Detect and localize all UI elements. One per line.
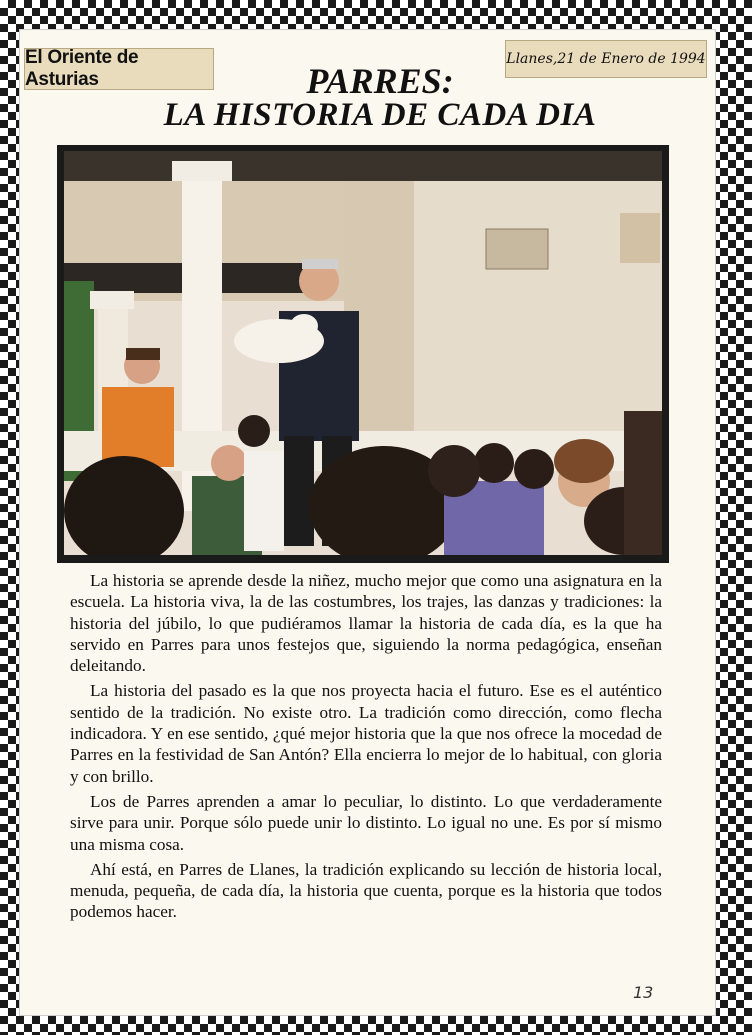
article-paragraph-4: Ahí está, en Parres de Llanes, la tradición explicando su lección de historia local, menuda, pequeña, de cada día, la historia que cuenta, porque es la historia que todos podemos hacer. [70, 859, 662, 922]
article-photo [64, 151, 662, 555]
page-number: 13 [633, 983, 654, 1002]
article-paragraph-3: Los de Parres aprenden a amar lo peculiar, lo distinto. Lo que verdaderamente sirve para unir. Porque sólo puede unir lo distinto. Lo igual no une. Es por sí mismo una misma cosa. [70, 791, 662, 854]
dateline-text: Llanes,21 de Enero de 1994 [506, 51, 706, 67]
article-paragraph-1: La historia se aprende desde la niñez, mucho mejor que como una asignatura en la escuela. La historia viva, la de las costumbres, los trajes, las danzas y tradiciones: la historia del júbilo, lo que pudiéramos llamar la historia de cada día, es la que ha servido en Parres para unos festejos que, siguiendo la norma pedagógica, enseñan deleitando. [70, 571, 662, 676]
photo-illustration-icon [64, 151, 662, 555]
headline [60, 61, 700, 133]
article-body [70, 570, 662, 927]
masthead-name: El Oriente de Asturias [25, 47, 139, 90]
headline-line-2: LA HISTORIA DE CADA DIA [163, 97, 597, 133]
photo-frame [57, 145, 669, 563]
headline-line-1: PARRES: [306, 61, 454, 101]
article-paragraph-2: La historia del pasado es la que nos proyecta hacia el futuro. Ese es el auténtico sentido de la tradición. No existe otro. La tradición como dirección, como flecha indicadora. Y en ese sentido, ¿qué mejor historia que la que nos ofrece la mocedad de Parres en la festividad de San Antón? Ella encierra lo mejor de lo habitual, con gloria y con brillo. [70, 681, 662, 786]
